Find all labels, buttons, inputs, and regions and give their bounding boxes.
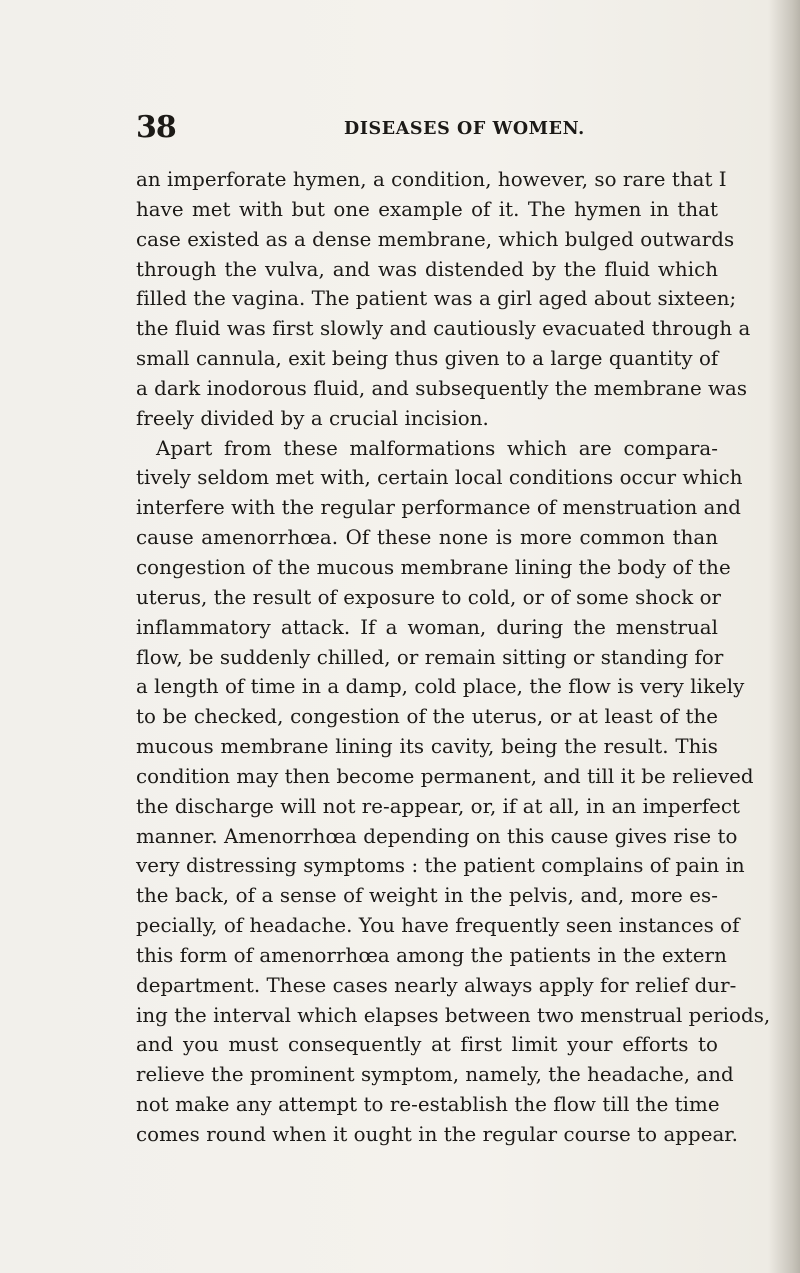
text-line: pecially, of headache. You have frequently seen instances of [136, 914, 740, 938]
text-line: this form of amenorrhœa among the patients in the extern [136, 943, 727, 967]
text-line: department. These cases nearly always apply for relief dur- [136, 973, 737, 997]
text-line: the discharge will not re-appear, or, if at all, in an imperfect [136, 794, 741, 818]
text-line: a length of time in a damp, cold place, the flow is very likely [136, 675, 745, 699]
text-line: freely divided by a crucial incision. [136, 406, 489, 430]
text-line: comes round when it ought in the regular course to appear. [136, 1123, 738, 1146]
text-line: very distressing symptoms : the patient complains of pain in [136, 854, 745, 878]
page-number: 38 [136, 110, 176, 145]
text-line: an imperforate hymen, a condition, however, so rare that I [136, 168, 727, 191]
text-line: congestion of the mucous membrane lining the body of the [136, 555, 731, 579]
text-line: through the vulva, and was distended by the fluid which [136, 257, 718, 281]
text-line: condition may then become permanent, and till it be relieved [136, 764, 754, 788]
text-line: have met with but one example of it. The hymen in that [136, 197, 718, 221]
body-text [136, 165, 771, 1150]
text-line: tively seldom met with, certain local conditions occur which [136, 466, 743, 490]
text-line: small cannula, exit being thus given to a large quantity of [136, 347, 719, 371]
text-line: a dark inodorous fluid, and subsequently the membrane was [136, 376, 748, 400]
text-line: Apart from these malformations which are compara- [156, 436, 718, 460]
text-line: mucous membrane lining its cavity, being the result. This [136, 735, 718, 759]
text-line: case existed as a dense membrane, which bulged outwards [136, 227, 735, 251]
text-line: the fluid was first slowly and cautiously evacuated through a [136, 317, 751, 341]
text-line: ing the interval which elapses between two menstrual periods, [136, 1003, 771, 1027]
text-line: not make any attempt to re-establish the flow till the time [136, 1093, 720, 1117]
page-header [136, 111, 716, 145]
text-line: flow, be suddenly chilled, or remain sitting or standing for [136, 645, 724, 669]
text-line: cause amenorrhœa. Of these none is more common than [136, 526, 718, 550]
text-line: inflammatory attack. If a woman, during the menstrual [136, 615, 718, 639]
text-line: relieve the prominent symptom, namely, the headache, and [136, 1063, 734, 1087]
text-line: manner. Amenorrhœa depending on this cause gives rise to [136, 824, 738, 848]
text-line: the back, of a sense of weight in the pelvis, and, more es- [136, 884, 718, 908]
text-line: uterus, the result of exposure to cold, or of some shock or [136, 585, 722, 609]
text-line: to be checked, congestion of the uterus, or at least of the [136, 705, 718, 729]
text-line: and you must consequently at first limit your efforts to [136, 1033, 718, 1057]
text-line: filled the vagina. The patient was a girl aged about sixteen; [136, 287, 737, 311]
text-line: interfere with the regular performance of menstruation and [136, 496, 742, 520]
running-head: DISEASES OF WOMEN. [344, 119, 585, 139]
